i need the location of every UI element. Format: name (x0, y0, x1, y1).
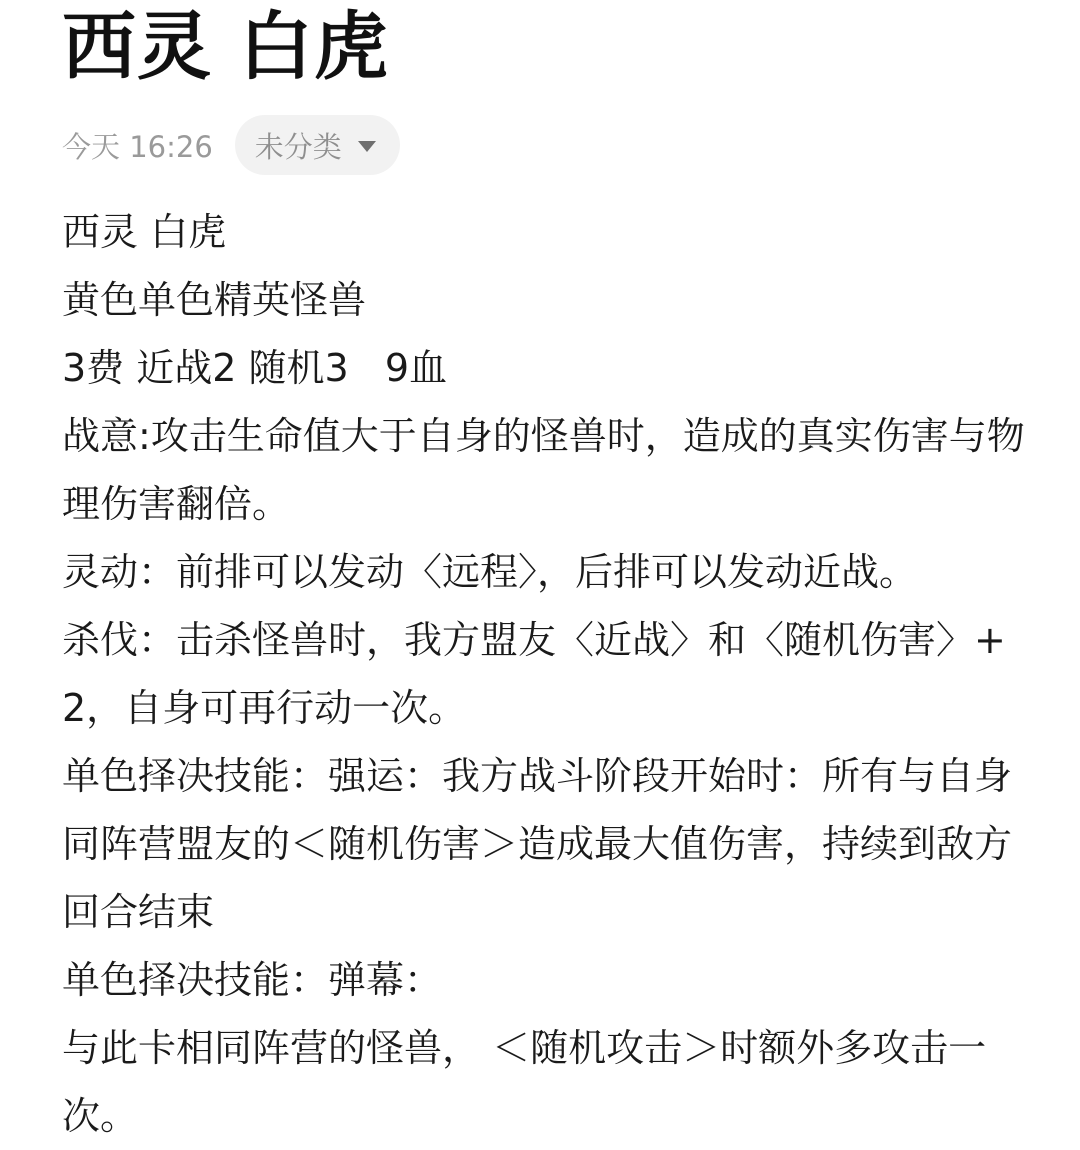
note-line: 单色择决技能：强运：我方战斗阶段开始时：所有与自身同阵营盟友的＜随机伤害＞造成最大值伤害，持续到敌方回合结束 (62, 754, 1013, 934)
chevron-down-icon (358, 141, 376, 152)
note-title[interactable]: 西灵 白虎 (62, 4, 389, 90)
category-dropdown[interactable] (235, 115, 400, 175)
note-line: 3费 近战2 随机3 9血 (62, 346, 448, 390)
note-timestamp: 今天 16:26 (62, 129, 213, 164)
note-line: 杀伐：击杀怪兽时，我方盟友〈近战〉和〈随机伤害〉+2，自身可再行动一次。 (62, 618, 1006, 730)
category-label: 未分类 (254, 129, 342, 164)
note-line: 黄色单色精英怪兽 (62, 278, 367, 322)
note-line: 战意:攻击生命值大于自身的怪兽时，造成的真实伤害与物理伤害翻倍。 (62, 414, 1025, 526)
note-editor[interactable] (62, 0, 1032, 1150)
note-line: 灵动：前排可以发动〈远程〉，后排可以发动近战。 (62, 550, 918, 594)
note-body[interactable] (62, 198, 1032, 1150)
note-line: 与此卡相同阵营的怪兽， ＜随机攻击＞时额外多攻击一次。 (62, 1026, 987, 1138)
note-line: 单色择决技能：弹幕： (62, 958, 443, 1002)
note-line: 西灵 白虎 (62, 210, 227, 254)
note-meta (62, 114, 1032, 176)
